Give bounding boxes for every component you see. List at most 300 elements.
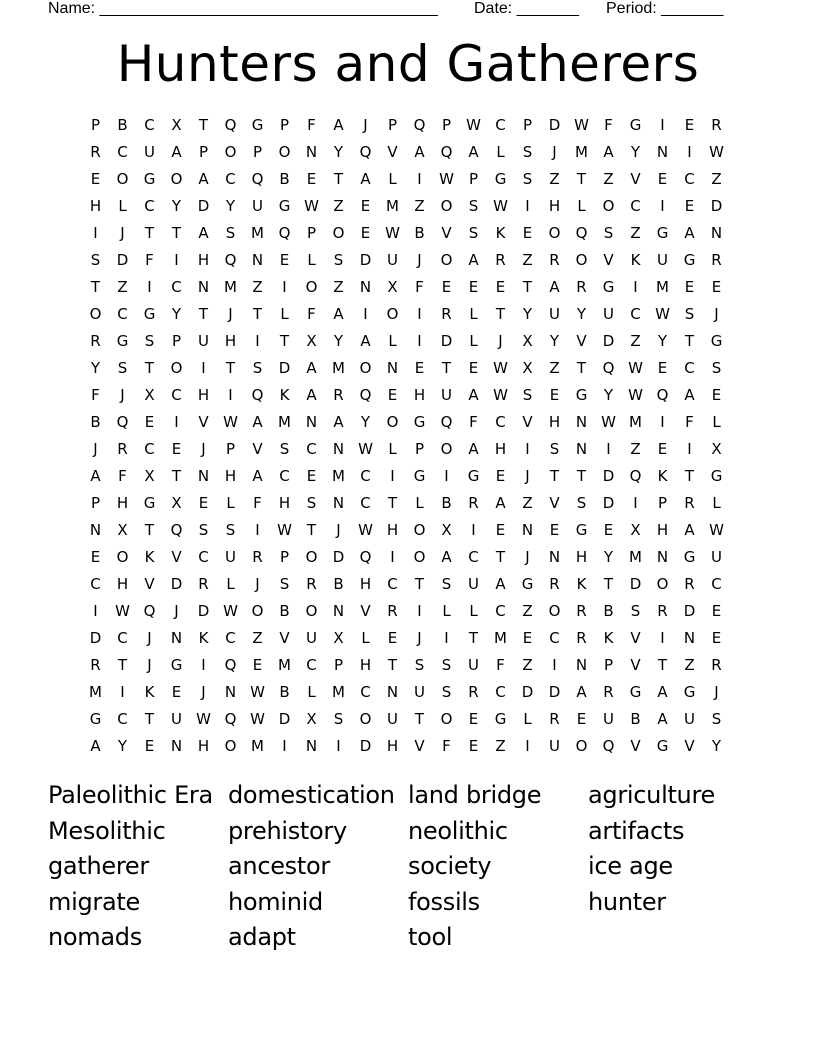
grid-cell[interactable]: N	[197, 466, 210, 485]
grid-cell[interactable]: S	[414, 655, 425, 674]
grid-cell[interactable]: L	[388, 439, 397, 458]
grid-cell[interactable]: I	[120, 682, 125, 701]
grid-cell[interactable]: C	[360, 466, 371, 485]
grid-cell[interactable]: A	[252, 412, 263, 431]
grid-cell[interactable]: T	[549, 466, 560, 485]
grid-cell[interactable]: U	[252, 196, 263, 215]
grid-cell[interactable]: N	[575, 412, 588, 431]
grid-cell[interactable]: C	[225, 169, 236, 188]
grid-cell[interactable]: D	[359, 736, 372, 755]
grid-cell[interactable]: C	[144, 196, 155, 215]
grid-cell[interactable]: K	[144, 682, 155, 701]
grid-cell[interactable]: B	[90, 412, 101, 431]
grid-cell[interactable]: X	[522, 358, 533, 377]
grid-cell[interactable]: V	[387, 142, 398, 161]
grid-cell[interactable]: N	[305, 412, 318, 431]
grid-cell[interactable]: Q	[251, 169, 264, 188]
grid-cell[interactable]: Y	[549, 331, 560, 350]
grid-cell[interactable]: C	[306, 439, 317, 458]
grid-cell[interactable]: K	[144, 547, 155, 566]
grid-cell[interactable]: I	[282, 277, 287, 296]
grid-cell[interactable]: G	[143, 169, 156, 188]
grid-cell[interactable]: A	[360, 331, 371, 350]
grid-cell[interactable]: P	[333, 655, 344, 674]
grid-cell[interactable]: U	[171, 709, 182, 728]
grid-cell[interactable]: R	[333, 385, 344, 404]
grid-cell[interactable]: M	[251, 223, 264, 242]
grid-cell[interactable]: Q	[116, 412, 129, 431]
grid-cell[interactable]: W	[250, 682, 265, 701]
grid-cell[interactable]: N	[89, 520, 102, 539]
grid-cell[interactable]: M	[332, 466, 345, 485]
grid-cell[interactable]: L	[118, 196, 127, 215]
grid-cell[interactable]: I	[228, 385, 233, 404]
grid-cell[interactable]: E	[657, 439, 668, 458]
grid-cell[interactable]: L	[307, 250, 316, 269]
grid-cell[interactable]: I	[687, 142, 692, 161]
grid-cell[interactable]: U	[603, 304, 614, 323]
grid-cell[interactable]: R	[576, 628, 587, 647]
grid-cell[interactable]: R	[306, 574, 317, 593]
grid-cell[interactable]: X	[117, 520, 128, 539]
grid-cell[interactable]: S	[90, 250, 101, 269]
grid-cell[interactable]: R	[90, 655, 101, 674]
grid-cell[interactable]: N	[656, 142, 669, 161]
grid-cell[interactable]: S	[117, 358, 128, 377]
grid-cell[interactable]: T	[576, 466, 587, 485]
grid-cell[interactable]: I	[444, 466, 449, 485]
grid-cell[interactable]: E	[684, 115, 695, 134]
grid-cell[interactable]: O	[332, 223, 345, 242]
grid-cell[interactable]: W	[709, 142, 724, 161]
grid-cell[interactable]: A	[468, 142, 479, 161]
grid-cell[interactable]: M	[494, 628, 507, 647]
grid-cell[interactable]: W	[196, 709, 211, 728]
grid-cell[interactable]: E	[306, 466, 317, 485]
grid-cell[interactable]: A	[495, 493, 506, 512]
grid-cell[interactable]: V	[414, 736, 425, 755]
grid-cell[interactable]: E	[468, 277, 479, 296]
grid-cell[interactable]: F	[118, 466, 127, 485]
grid-cell[interactable]: I	[282, 736, 287, 755]
grid-cell[interactable]: Y	[225, 196, 236, 215]
date-field[interactable]: Date: _______	[474, 0, 579, 17]
grid-cell[interactable]: C	[630, 304, 641, 323]
grid-cell[interactable]: K	[495, 223, 506, 242]
grid-cell[interactable]: U	[198, 331, 209, 350]
grid-cell[interactable]: T	[495, 547, 506, 566]
grid-cell[interactable]: I	[471, 520, 476, 539]
grid-cell[interactable]: O	[386, 304, 399, 323]
grid-cell[interactable]: G	[683, 547, 696, 566]
grid-cell[interactable]: H	[548, 196, 561, 215]
grid-cell[interactable]: R	[117, 439, 128, 458]
grid-cell[interactable]: W	[223, 601, 238, 620]
grid-cell[interactable]: G	[278, 196, 291, 215]
grid-cell[interactable]: V	[630, 655, 641, 674]
grid-cell[interactable]: R	[441, 304, 452, 323]
grid-cell[interactable]: R	[576, 601, 587, 620]
grid-cell[interactable]: N	[548, 547, 561, 566]
grid-cell[interactable]: E	[90, 547, 101, 566]
grid-cell[interactable]: H	[386, 520, 399, 539]
grid-cell[interactable]: J	[201, 682, 206, 701]
grid-cell[interactable]: V	[441, 223, 452, 242]
grid-cell[interactable]: Q	[224, 655, 237, 674]
grid-cell[interactable]: R	[684, 493, 695, 512]
grid-cell[interactable]: F	[91, 385, 100, 404]
grid-cell[interactable]: R	[90, 142, 101, 161]
grid-cell[interactable]: I	[552, 655, 557, 674]
grid-cell[interactable]: E	[495, 277, 506, 296]
grid-cell[interactable]: X	[441, 520, 452, 539]
grid-cell[interactable]: B	[279, 601, 290, 620]
grid-cell[interactable]: Z	[522, 601, 533, 620]
grid-cell[interactable]: V	[630, 736, 641, 755]
grid-cell[interactable]: Y	[522, 304, 533, 323]
grid-cell[interactable]: M	[251, 736, 264, 755]
grid-cell[interactable]: A	[414, 142, 425, 161]
grid-cell[interactable]: H	[197, 250, 210, 269]
grid-cell[interactable]: E	[684, 277, 695, 296]
grid-cell[interactable]: E	[711, 385, 722, 404]
grid-cell[interactable]: U	[306, 628, 317, 647]
grid-cell[interactable]: B	[333, 574, 344, 593]
grid-cell[interactable]: O	[548, 601, 561, 620]
grid-cell[interactable]: D	[116, 250, 129, 269]
grid-cell[interactable]: P	[198, 142, 209, 161]
grid-cell[interactable]: V	[549, 493, 560, 512]
grid-cell[interactable]: U	[144, 142, 155, 161]
grid-cell[interactable]: H	[656, 520, 669, 539]
grid-cell[interactable]: C	[711, 574, 722, 593]
grid-cell[interactable]: T	[603, 574, 614, 593]
grid-cell[interactable]: P	[657, 493, 668, 512]
grid-cell[interactable]: Z	[252, 277, 263, 296]
grid-cell[interactable]: Q	[656, 385, 669, 404]
grid-cell[interactable]: Z	[549, 358, 560, 377]
grid-cell[interactable]: O	[386, 412, 399, 431]
grid-cell[interactable]: J	[363, 115, 368, 134]
grid-cell[interactable]: Y	[711, 736, 722, 755]
grid-cell[interactable]: R	[90, 331, 101, 350]
grid-cell[interactable]: P	[279, 115, 290, 134]
grid-cell[interactable]: L	[523, 709, 532, 728]
grid-cell[interactable]: J	[417, 628, 422, 647]
grid-cell[interactable]: E	[171, 439, 182, 458]
grid-cell[interactable]: P	[90, 493, 101, 512]
grid-cell[interactable]: O	[170, 169, 183, 188]
grid-cell[interactable]: O	[305, 601, 318, 620]
grid-cell[interactable]: Q	[224, 709, 237, 728]
grid-cell[interactable]: B	[630, 709, 641, 728]
grid-cell[interactable]: Z	[549, 169, 560, 188]
grid-cell[interactable]: E	[711, 628, 722, 647]
grid-cell[interactable]: Q	[575, 223, 588, 242]
grid-cell[interactable]: L	[388, 169, 397, 188]
grid-cell[interactable]: N	[332, 601, 345, 620]
grid-cell[interactable]: T	[144, 709, 155, 728]
grid-cell[interactable]: D	[602, 466, 615, 485]
grid-cell[interactable]: T	[495, 304, 506, 323]
grid-cell[interactable]: N	[575, 439, 588, 458]
grid-cell[interactable]: G	[683, 250, 696, 269]
grid-cell[interactable]: W	[493, 385, 508, 404]
grid-cell[interactable]: G	[629, 115, 642, 134]
grid-cell[interactable]: O	[305, 547, 318, 566]
grid-cell[interactable]: S	[306, 493, 317, 512]
grid-cell[interactable]: U	[414, 682, 425, 701]
grid-cell[interactable]: I	[633, 277, 638, 296]
grid-cell[interactable]: E	[144, 412, 155, 431]
grid-cell[interactable]: O	[116, 169, 129, 188]
grid-cell[interactable]: Y	[630, 142, 641, 161]
grid-cell[interactable]: V	[144, 574, 155, 593]
grid-cell[interactable]: E	[198, 493, 209, 512]
grid-cell[interactable]: D	[197, 196, 210, 215]
grid-cell[interactable]: W	[601, 412, 616, 431]
grid-cell[interactable]: C	[684, 358, 695, 377]
grid-cell[interactable]: C	[360, 493, 371, 512]
grid-cell[interactable]: S	[441, 682, 452, 701]
grid-cell[interactable]: P	[279, 547, 290, 566]
grid-cell[interactable]: U	[387, 250, 398, 269]
grid-cell[interactable]: B	[279, 682, 290, 701]
grid-cell[interactable]: V	[630, 628, 641, 647]
grid-cell[interactable]: Z	[117, 277, 128, 296]
grid-cell[interactable]: N	[386, 358, 399, 377]
grid-cell[interactable]: Z	[630, 223, 641, 242]
grid-cell[interactable]: Z	[684, 655, 695, 674]
grid-cell[interactable]: A	[306, 358, 317, 377]
grid-cell[interactable]: Z	[522, 493, 533, 512]
grid-cell[interactable]: O	[224, 142, 237, 161]
grid-cell[interactable]: C	[549, 628, 560, 647]
grid-cell[interactable]: L	[712, 412, 721, 431]
grid-cell[interactable]: E	[711, 601, 722, 620]
grid-cell[interactable]: O	[359, 709, 372, 728]
grid-cell[interactable]: M	[332, 358, 345, 377]
grid-cell[interactable]: Y	[603, 385, 614, 404]
grid-cell[interactable]: M	[656, 277, 669, 296]
grid-cell[interactable]: J	[525, 466, 530, 485]
grid-cell[interactable]: I	[336, 736, 341, 755]
grid-cell[interactable]: Z	[495, 736, 506, 755]
grid-cell[interactable]: C	[225, 628, 236, 647]
grid-cell[interactable]: C	[306, 655, 317, 674]
grid-cell[interactable]: E	[90, 169, 101, 188]
grid-cell[interactable]: G	[629, 682, 642, 701]
grid-cell[interactable]: E	[360, 223, 371, 242]
grid-cell[interactable]: R	[711, 655, 722, 674]
grid-cell[interactable]: N	[305, 142, 318, 161]
grid-cell[interactable]: A	[657, 682, 668, 701]
grid-cell[interactable]: W	[439, 169, 454, 188]
grid-cell[interactable]: G	[494, 169, 507, 188]
grid-cell[interactable]: H	[494, 439, 507, 458]
grid-cell[interactable]: L	[226, 574, 235, 593]
grid-cell[interactable]: O	[656, 574, 669, 593]
grid-cell[interactable]: I	[660, 115, 665, 134]
grid-cell[interactable]: E	[306, 169, 317, 188]
grid-cell[interactable]: A	[441, 547, 452, 566]
grid-cell[interactable]: G	[413, 466, 426, 485]
grid-cell[interactable]: V	[630, 169, 641, 188]
grid-cell[interactable]: A	[333, 115, 344, 134]
grid-cell[interactable]: U	[468, 574, 479, 593]
grid-cell[interactable]: U	[684, 709, 695, 728]
grid-cell[interactable]: R	[711, 115, 722, 134]
grid-cell[interactable]: E	[522, 628, 533, 647]
grid-cell[interactable]: R	[468, 493, 479, 512]
grid-cell[interactable]: Z	[252, 628, 263, 647]
grid-cell[interactable]: L	[469, 601, 478, 620]
grid-cell[interactable]: I	[525, 196, 530, 215]
grid-cell[interactable]: A	[360, 169, 371, 188]
grid-cell[interactable]: E	[360, 196, 371, 215]
grid-cell[interactable]: Z	[630, 331, 641, 350]
grid-cell[interactable]: G	[575, 385, 588, 404]
grid-cell[interactable]: U	[387, 709, 398, 728]
grid-cell[interactable]: W	[493, 196, 508, 215]
grid-cell[interactable]: O	[224, 736, 237, 755]
grid-cell[interactable]: O	[440, 196, 453, 215]
grid-cell[interactable]: R	[657, 601, 668, 620]
grid-cell[interactable]: J	[120, 223, 125, 242]
grid-cell[interactable]: U	[468, 655, 479, 674]
grid-cell[interactable]: R	[603, 682, 614, 701]
grid-cell[interactable]: V	[603, 250, 614, 269]
grid-cell[interactable]: M	[629, 547, 642, 566]
grid-cell[interactable]: T	[576, 358, 587, 377]
grid-cell[interactable]: F	[307, 115, 316, 134]
grid-cell[interactable]: T	[387, 655, 398, 674]
grid-cell[interactable]: P	[468, 169, 479, 188]
grid-cell[interactable]: J	[552, 142, 557, 161]
grid-cell[interactable]: D	[602, 493, 615, 512]
grid-cell[interactable]: Z	[522, 655, 533, 674]
grid-cell[interactable]: J	[714, 682, 719, 701]
grid-cell[interactable]: E	[549, 520, 560, 539]
grid-cell[interactable]: R	[495, 250, 506, 269]
grid-cell[interactable]: I	[201, 358, 206, 377]
grid-cell[interactable]: E	[387, 628, 398, 647]
grid-cell[interactable]: W	[385, 223, 400, 242]
grid-cell[interactable]: J	[120, 385, 125, 404]
grid-cell[interactable]: F	[469, 412, 478, 431]
grid-cell[interactable]: I	[417, 304, 422, 323]
grid-cell[interactable]: C	[171, 277, 182, 296]
grid-cell[interactable]: G	[575, 520, 588, 539]
grid-cell[interactable]: W	[493, 358, 508, 377]
grid-cell[interactable]: E	[549, 385, 560, 404]
grid-cell[interactable]: H	[359, 574, 372, 593]
grid-cell[interactable]: O	[575, 736, 588, 755]
grid-cell[interactable]: Y	[171, 304, 182, 323]
grid-cell[interactable]: W	[466, 115, 481, 134]
grid-cell[interactable]: T	[144, 223, 155, 242]
grid-cell[interactable]: X	[522, 331, 533, 350]
grid-cell[interactable]: V	[576, 331, 587, 350]
grid-cell[interactable]: I	[363, 304, 368, 323]
grid-cell[interactable]: E	[252, 655, 263, 674]
grid-cell[interactable]: P	[171, 331, 182, 350]
grid-cell[interactable]: P	[387, 115, 398, 134]
grid-cell[interactable]: H	[89, 196, 102, 215]
grid-cell[interactable]: C	[468, 547, 479, 566]
grid-cell[interactable]: D	[332, 547, 345, 566]
grid-cell[interactable]: E	[387, 385, 398, 404]
grid-cell[interactable]: T	[144, 520, 155, 539]
grid-cell[interactable]: W	[277, 520, 292, 539]
grid-cell[interactable]: A	[684, 520, 695, 539]
grid-cell[interactable]: S	[252, 358, 263, 377]
grid-cell[interactable]: W	[628, 358, 643, 377]
grid-cell[interactable]: B	[279, 169, 290, 188]
grid-cell[interactable]: T	[90, 277, 101, 296]
grid-cell[interactable]: E	[171, 682, 182, 701]
grid-cell[interactable]: I	[687, 439, 692, 458]
grid-cell[interactable]: I	[390, 547, 395, 566]
grid-cell[interactable]: E	[522, 223, 533, 242]
grid-cell[interactable]: A	[468, 250, 479, 269]
grid-cell[interactable]: S	[225, 520, 236, 539]
grid-cell[interactable]: E	[603, 520, 614, 539]
grid-cell[interactable]: O	[548, 223, 561, 242]
grid-cell[interactable]: E	[495, 520, 506, 539]
grid-cell[interactable]: I	[147, 277, 152, 296]
grid-cell[interactable]: D	[89, 628, 102, 647]
grid-cell[interactable]: U	[441, 385, 452, 404]
grid-cell[interactable]: T	[414, 574, 425, 593]
grid-cell[interactable]: C	[144, 115, 155, 134]
grid-cell[interactable]: Y	[117, 736, 128, 755]
grid-cell[interactable]: U	[225, 547, 236, 566]
grid-cell[interactable]: X	[144, 466, 155, 485]
grid-cell[interactable]: N	[332, 493, 345, 512]
grid-cell[interactable]: T	[279, 331, 290, 350]
grid-cell[interactable]: L	[712, 493, 721, 512]
grid-cell[interactable]: Q	[224, 115, 237, 134]
grid-cell[interactable]: Y	[171, 196, 182, 215]
grid-cell[interactable]: A	[684, 223, 695, 242]
grid-cell[interactable]: E	[144, 736, 155, 755]
grid-cell[interactable]: O	[440, 250, 453, 269]
grid-cell[interactable]: J	[417, 250, 422, 269]
grid-cell[interactable]: O	[413, 520, 426, 539]
grid-cell[interactable]: P	[522, 115, 533, 134]
grid-cell[interactable]: W	[358, 439, 373, 458]
grid-cell[interactable]: O	[251, 601, 264, 620]
grid-cell[interactable]: K	[198, 628, 209, 647]
grid-cell[interactable]: O	[116, 547, 129, 566]
grid-cell[interactable]: W	[655, 304, 670, 323]
grid-cell[interactable]: C	[387, 574, 398, 593]
grid-cell[interactable]: X	[306, 709, 317, 728]
grid-cell[interactable]: J	[714, 304, 719, 323]
grid-cell[interactable]: W	[304, 196, 319, 215]
grid-cell[interactable]: T	[252, 304, 263, 323]
grid-cell[interactable]: N	[170, 736, 183, 755]
grid-cell[interactable]: Q	[251, 385, 264, 404]
grid-cell[interactable]: K	[657, 466, 668, 485]
grid-cell[interactable]: R	[252, 547, 263, 566]
grid-cell[interactable]: T	[225, 358, 236, 377]
grid-cell[interactable]: R	[549, 574, 560, 593]
grid-cell[interactable]: Y	[603, 547, 614, 566]
grid-cell[interactable]: A	[198, 223, 209, 242]
grid-cell[interactable]: C	[360, 682, 371, 701]
